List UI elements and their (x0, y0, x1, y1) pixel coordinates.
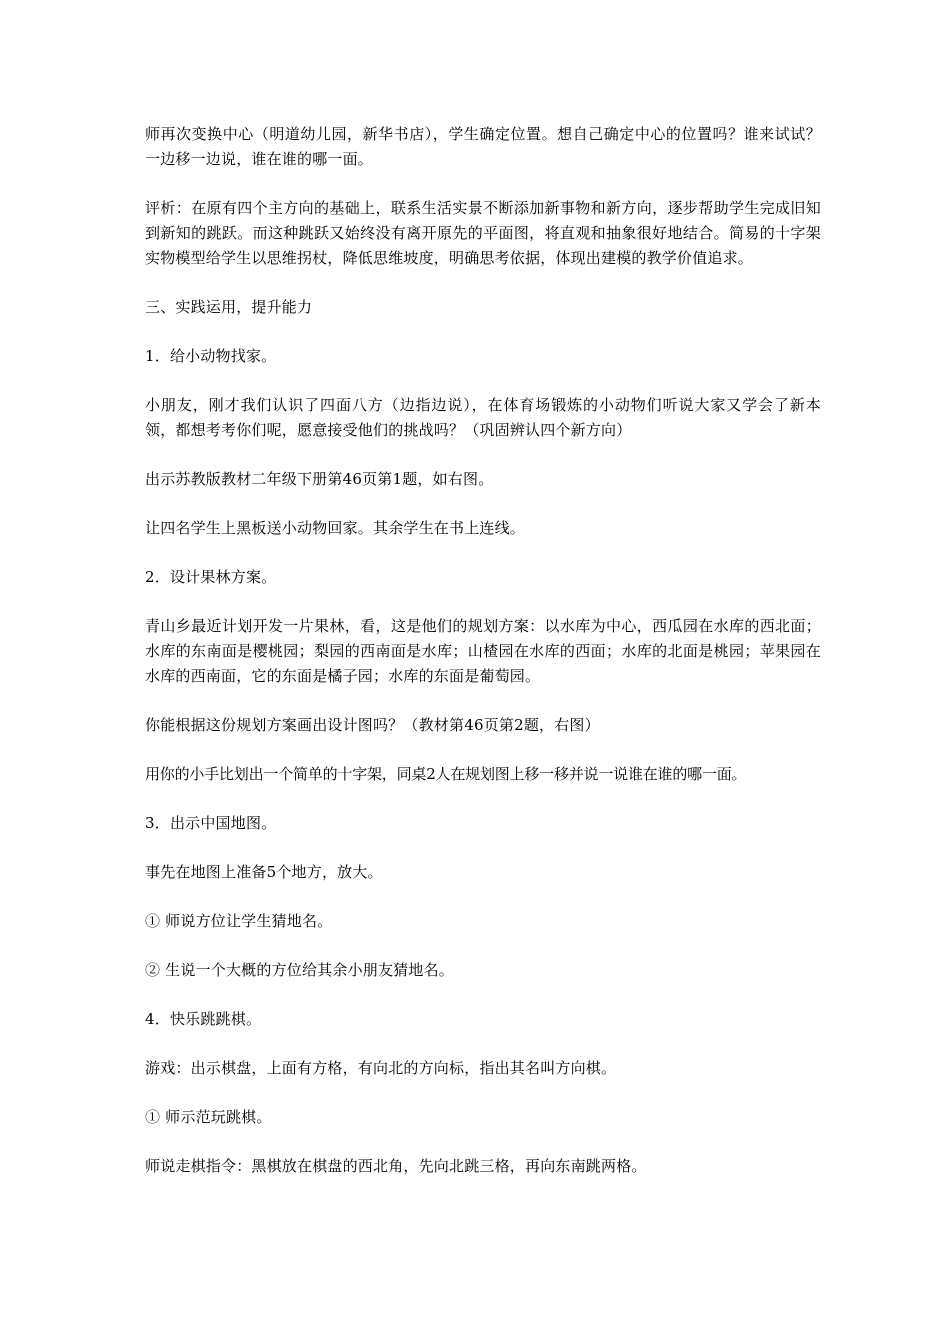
paragraph-draw-question: 你能根据这份规划方案画出设计图吗？（教材第46页第2题，右图） (145, 716, 600, 734)
paragraph-orchard-plan: 青山乡最近计划开发一片果林，看，这是他们的规划方案：以水库为中心，西瓜园在水库的西北面；水库的东南面是樱桃园；梨园的西南面是水库；山楂园在水库的西面；水库的北面是桃园；苹果园在水库的西南面，它的东面是橘子园；水库的东面是葡萄园。 (145, 617, 821, 685)
paragraph-textbook-ref-1: 出示苏教版教材二年级下册第46页第1题，如右图。 (145, 470, 494, 488)
paragraph-teacher-changes-center: 师再次变换中心（明道幼儿园，新华书店），学生确定位置。想自己确定中心的位置吗？谁来试试？一边移一边说，谁在谁的哪一面。 (145, 125, 821, 168)
list-item-teacher-demo: ① 师示范玩跳棋。 (145, 1108, 272, 1126)
paragraph-move-instruction: 师说走棋指令：黑棋放在棋盘的西北角，先向北跳三格，再向东南跳两格。 (145, 1157, 647, 1175)
paragraph-map-prep: 事先在地图上准备5个地方，放大。 (145, 863, 383, 881)
paragraph-game-intro: 游戏：出示棋盘，上面有方格，有向北的方向标，指出其名叫方向棋。 (145, 1059, 617, 1077)
item-heading-4: 4．快乐跳跳棋。 (145, 1010, 262, 1028)
paragraph-cross-gesture: 用你的小手比划出一个简单的十字架，同桌2人在规划图上移一移并说一说谁在谁的哪一面。 (145, 765, 747, 783)
item-heading-3: 3．出示中国地图。 (145, 814, 277, 832)
paragraph-blackboard: 让四名学生上黑板送小动物回家。其余学生在书上连线。 (145, 519, 526, 537)
item-heading-1: 1．给小动物找家。 (145, 347, 277, 365)
list-item-teacher-direction: ① 师说方位让学生猜地名。 (145, 912, 333, 930)
section-heading-practice: 三、实践运用，提升能力 (145, 298, 313, 316)
paragraph-commentary: 评析：在原有四个主方向的基础上，联系生活实景不断添加新事物和新方向，逐步帮助学生完成旧知到新知的跳跃。而这种跳跃又始终没有离开原先的平面图，将直观和抽象很好地结合。简易的十字架实物模型给学生以思维拐杖，降低思维坡度，明确思考依据，体现出建模的教学价值追求。 (145, 199, 821, 267)
item-heading-2: 2．设计果林方案。 (145, 568, 277, 586)
paragraph-animals-intro: 小朋友，刚才我们认识了四面八方（边指边说），在体育场锻炼的小动物们听说大家又学会了新本领，都想考考你们呢，愿意接受他们的挑战吗？（巩固辨认四个新方向） (145, 396, 821, 439)
document-body (145, 122, 821, 1203)
list-item-student-direction: ② 生说一个大概的方位给其余小朋友猜地名。 (145, 961, 454, 979)
